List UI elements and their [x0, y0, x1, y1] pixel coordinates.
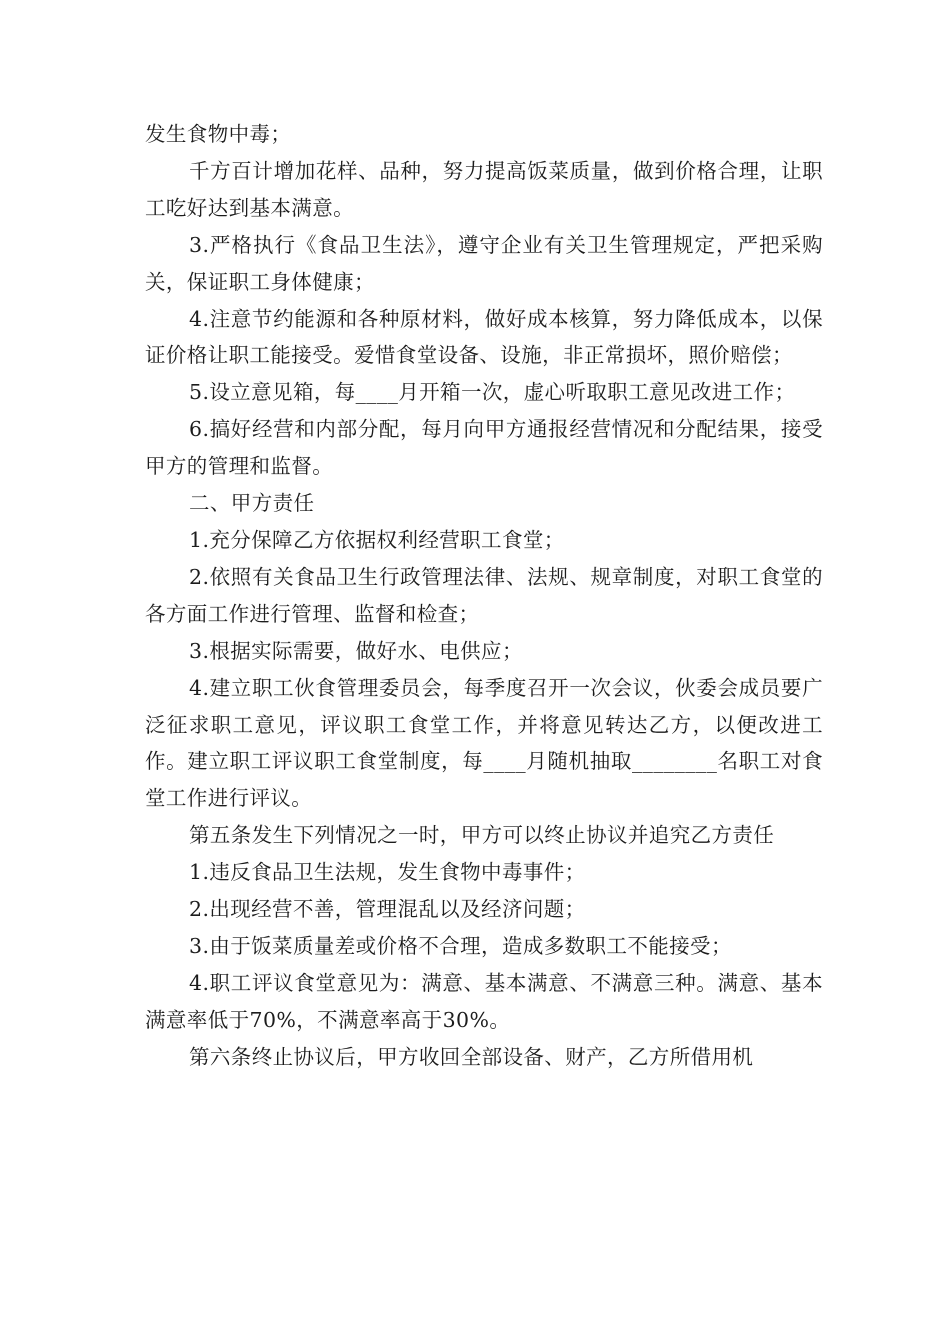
paragraph: 1.充分保障乙方依据权利经营职工食堂； [189, 527, 565, 552]
paragraph: 6.搞好经营和内部分配，每月向甲方通报经营情况和分配结果，接受甲方的管理和监督。 [145, 417, 823, 479]
paragraph: 千方百计增加花样、品种，努力提高饭菜质量，做到价格合理，让职工吃好达到基本满意。 [145, 158, 823, 220]
paragraph: 5.设立意见箱，每____月开箱一次，虚心听取职工意见改进工作； [189, 380, 796, 405]
article-heading: 第六条终止协议后，甲方收回全部设备、财产，乙方所借用机 [189, 1044, 754, 1069]
paragraph: 4.职工评议食堂意见为：满意、基本满意、不满意三种。满意、基本满意率低于70%，不满意率高于30%。 [145, 970, 823, 1032]
section-heading: 二、甲方责任 [189, 491, 315, 516]
paragraph: 2.出现经营不善，管理混乱以及经济问题； [189, 897, 586, 922]
paragraph: 3.根据实际需要，做好水、电供应； [189, 638, 523, 663]
article-heading: 第五条发生下列情况之一时，甲方可以终止协议并追究乙方责任 [189, 823, 775, 848]
paragraph: 3.严格执行《食品卫生法》，遵守企业有关卫生管理规定，严把采购关，保证职工身体健康； [145, 232, 823, 294]
paragraph: 4.建立职工伙食管理委员会，每季度召开一次会议，伙委会成员要广泛征求职工意见，评议职工食堂工作，并将意见转达乙方，以便改进工作。建立职工评议职工食堂制度，每____月随机抽取________名职工对食堂工作进行评议。 [145, 675, 823, 811]
paragraph: 4.注意节约能源和各种原材料，做好成本核算，努力降低成本，以保证价格让职工能接受。爱惜食堂设备、设施，非正常损坏，照价赔偿； [145, 306, 823, 368]
paragraph: 1.违反食品卫生法规，发生食物中毒事件； [189, 860, 586, 885]
paragraph: 发生食物中毒； [145, 122, 292, 146]
paragraph: 3.由于饭菜质量差或价格不合理，造成多数职工不能接受； [189, 933, 732, 958]
paragraph: 2.依照有关食品卫生行政管理法律、法规、规章制度，对职工食堂的各方面工作进行管理、监督和检查； [145, 564, 823, 626]
document-body [145, 116, 823, 1076]
